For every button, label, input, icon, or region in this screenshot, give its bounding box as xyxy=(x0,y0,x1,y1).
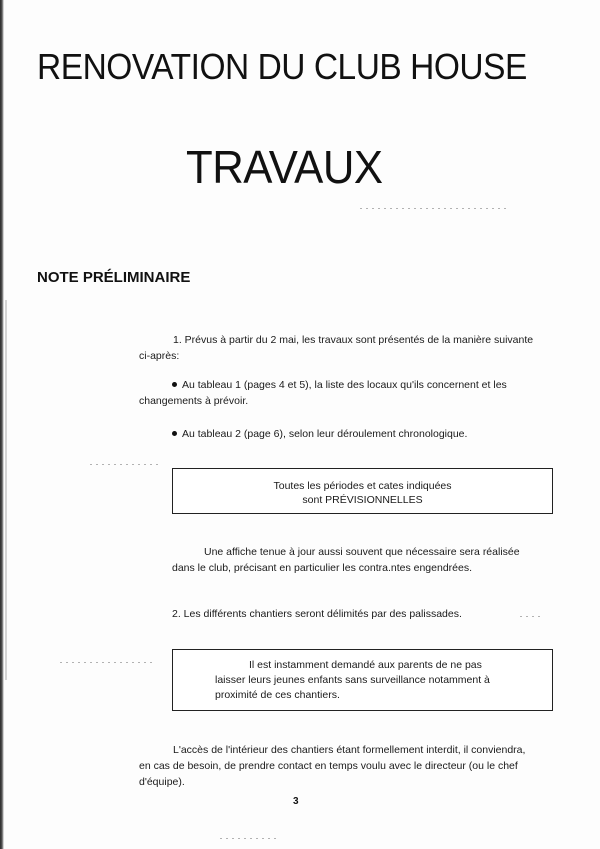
notice-box-children-line-1: Il est instamment demandé aux parents de ne pas xyxy=(249,659,482,671)
notice-box-children xyxy=(172,649,553,711)
scan-speck xyxy=(360,208,510,209)
scan-speck xyxy=(220,838,280,839)
paragraph-access xyxy=(139,742,559,790)
bullet-item-table-1-text-1: Au tableau 1 (pages 4 et 5), la liste des locaux qu'ils concernent et les xyxy=(182,379,507,391)
bullet-item-table-1-line-1 xyxy=(139,377,559,393)
notice-box-children-line-3: proximité de ces chantiers. xyxy=(215,689,340,701)
notice-box-provisional-line-1: Toutes les périodes et cates indiquées xyxy=(273,480,452,492)
bullet-item-table-2-text-1: Au tableau 2 (page 6), selon leur déroulement chronologique. xyxy=(182,428,468,440)
paragraph-fences-line-1: 2. Les différents chantiers seront délimités par des palissades. xyxy=(172,608,462,620)
scan-speck xyxy=(60,662,155,663)
page-number: 3 xyxy=(293,796,299,807)
scan-speck xyxy=(90,464,160,465)
scan-edge-mark xyxy=(5,300,7,680)
paragraph-poster xyxy=(172,544,562,576)
paragraph-intro-line-1: 1. Prévus à partir du 2 mai, les travaux sont présentés de la manière suivante xyxy=(173,334,534,346)
paragraph-poster-line-2: dans le club, précisant en particulier les contra.ntes engendrées. xyxy=(172,562,473,574)
paragraph-intro-line-2: ci-après: xyxy=(139,350,180,362)
paragraph-access-line-1: L'accès de l'intérieur des chantiers étant formellement interdit, il conviendra, xyxy=(173,744,526,756)
bullet-item-table-2 xyxy=(139,426,559,442)
notice-box-provisional xyxy=(172,468,553,514)
notice-box-children-line-2: laisser leurs jeunes enfants sans surveillance notamment à xyxy=(215,674,490,686)
paragraph-intro xyxy=(139,332,559,364)
bullet-icon xyxy=(172,431,177,436)
section-heading: NOTE PRÉLIMINAIRE xyxy=(37,269,191,286)
paragraph-access-line-2: en cas de besoin, de prendre contact en temps voulu avec le directeur (ou le chef xyxy=(139,760,518,772)
scan-edge-shadow xyxy=(0,0,4,849)
bullet-item-table-2-line-1 xyxy=(139,426,559,442)
document-subtitle: TRAVAUX xyxy=(186,141,383,193)
document-title: RENOVATION DU CLUB HOUSE xyxy=(37,46,527,87)
paragraph-poster-line-1: Une affiche tenue à jour aussi souvent que nécessaire sera réalisée xyxy=(204,546,520,558)
paragraph-fences xyxy=(172,606,562,622)
notice-box-provisional-line-2: sont PRÉVISIONNELLES xyxy=(302,494,423,506)
paragraph-access-line-3: d'équipe). xyxy=(139,776,185,788)
bullet-item-table-1-line-2: changements à prévoir. xyxy=(139,395,249,407)
bullet-icon xyxy=(172,382,177,387)
scan-speck xyxy=(520,616,540,617)
bullet-item-table-1 xyxy=(139,377,559,409)
